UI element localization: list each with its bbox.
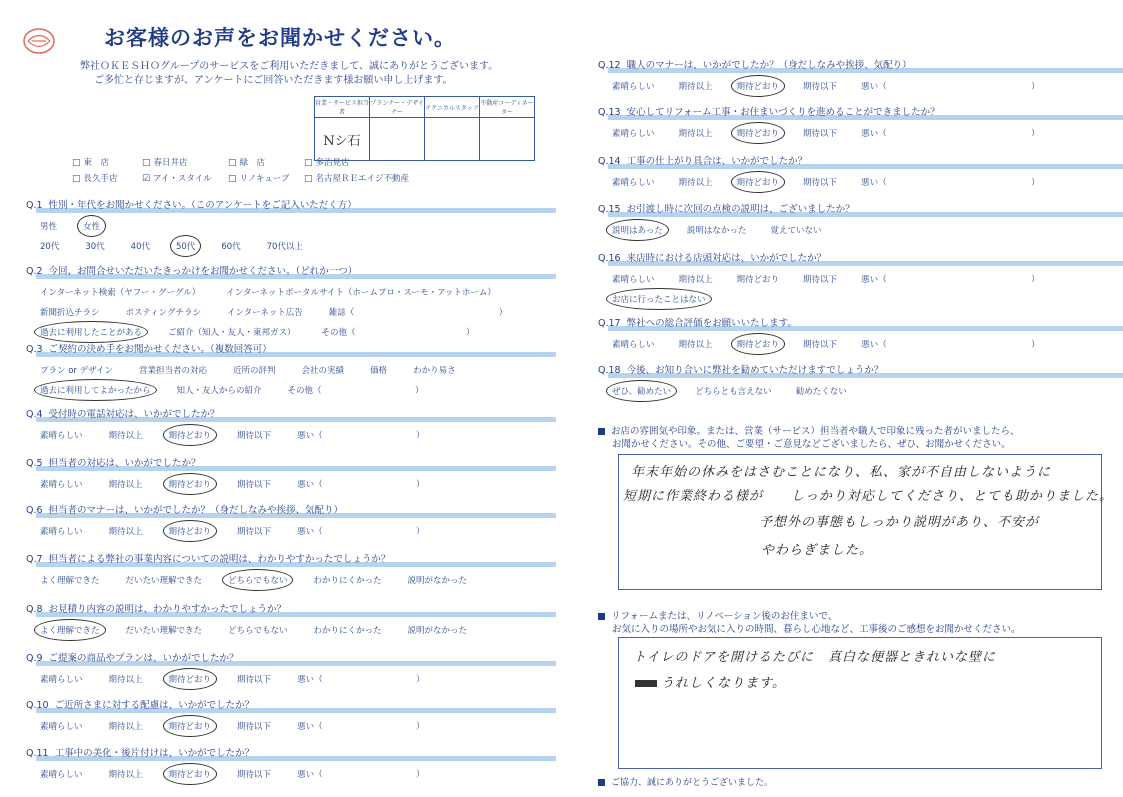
question-number: Q.17: [598, 318, 621, 329]
options-row: [26, 624, 566, 636]
question-block: [598, 57, 1123, 92]
option[interactable]: 素晴らしい: [40, 527, 83, 537]
staff-header: プランナー・デザイナー: [370, 97, 425, 118]
option-selected[interactable]: 女性: [83, 222, 101, 232]
question-heading: [598, 250, 1123, 264]
question-heading: [598, 57, 1123, 71]
option[interactable]: 新聞折込チラシ: [40, 308, 100, 318]
option[interactable]: 素晴らしい: [40, 675, 83, 685]
option[interactable]: 期待以上: [108, 480, 143, 490]
question-number: Q.6: [26, 505, 43, 516]
options-row: [598, 338, 1123, 350]
question-block: [598, 104, 1123, 139]
question-text: ご契約の決め手をお聞かせください。（複数回答可）: [48, 344, 272, 355]
option[interactable]: プラン or デザイン: [40, 366, 114, 376]
options-row: [598, 80, 1123, 92]
option-selected[interactable]: 過去に利用してよかったから: [40, 386, 151, 396]
question-heading: [26, 650, 566, 664]
option-selected[interactable]: 期待どおり: [736, 129, 780, 139]
option[interactable]: 素晴らしい: [612, 129, 655, 139]
option[interactable]: その他（ ）: [287, 386, 424, 396]
option[interactable]: 素晴らしい: [40, 770, 83, 780]
comment2-heading: リフォームまたは、リノベーション後のお住まいで、 お気に入りの場所やお気に入りの時間、暮らし心地など、工事後のご感想をお聞かせください。: [598, 610, 1021, 636]
question-text: 来店時における店頭対応は、いかがでしたか？: [626, 253, 827, 264]
question-block: [26, 341, 566, 396]
option[interactable]: 30代: [85, 242, 105, 252]
option[interactable]: 期待以上: [108, 527, 143, 537]
option[interactable]: 期待以下: [237, 722, 272, 732]
option[interactable]: 期待以上: [678, 82, 713, 92]
question-block: [598, 153, 1123, 188]
option[interactable]: 素晴らしい: [40, 480, 83, 490]
store-checkbox[interactable]: □ 春日井店: [142, 156, 228, 168]
question-heading: [26, 697, 566, 711]
question-number: Q.3: [26, 344, 43, 355]
option[interactable]: 悪い（ ）: [861, 178, 1040, 188]
option[interactable]: 期待以上: [678, 129, 713, 139]
option[interactable]: 営業担当者の対応: [139, 366, 208, 376]
option-selected[interactable]: 期待どおり: [168, 480, 212, 490]
store-checkbox[interactable]: □ 多治見店: [304, 156, 414, 168]
option[interactable]: 期待以上: [678, 178, 713, 188]
question-number: Q.14: [598, 156, 621, 167]
option[interactable]: 60代: [221, 242, 241, 252]
option[interactable]: 覚えていない: [770, 226, 822, 236]
question-heading: [26, 341, 566, 355]
question-block: [598, 362, 1123, 397]
question-block: [598, 201, 1123, 236]
options-row: [26, 574, 566, 586]
option[interactable]: 70代以上: [266, 242, 303, 252]
options-row: [26, 429, 566, 441]
option[interactable]: 悪い（ ）: [297, 722, 425, 732]
option[interactable]: 悪い（ ）: [297, 770, 425, 780]
options-row: [26, 364, 566, 376]
option[interactable]: 知人・友人からの紹介: [176, 386, 262, 396]
square-bullet-icon: [598, 779, 605, 786]
option[interactable]: 40代: [130, 242, 150, 252]
question-text: 今後、お知り合いに弊社を勧めていただけますでしょうか？: [626, 365, 884, 376]
option[interactable]: どちらとも言えない: [695, 387, 772, 397]
options-row: [598, 385, 1123, 397]
option[interactable]: 悪い（ ）: [861, 275, 1040, 285]
option-selected[interactable]: 50代: [175, 242, 196, 252]
options-row: [598, 176, 1123, 188]
question-heading: [598, 153, 1123, 167]
option-selected[interactable]: お店に行ったことはない: [612, 295, 706, 305]
options-row: [598, 127, 1123, 139]
options-row: [26, 768, 566, 780]
question-text: 工事中の美化・後片付けは、いかがでしたか？: [54, 748, 255, 759]
question-number: Q.18: [598, 365, 621, 376]
options-row: [26, 525, 566, 537]
option[interactable]: 期待以上: [108, 675, 143, 685]
staff-value[interactable]: Nシ石: [315, 118, 370, 161]
option[interactable]: 悪い（ ）: [297, 431, 425, 441]
option[interactable]: 期待以下: [803, 178, 838, 188]
question-number: Q.9: [26, 653, 43, 664]
question-block: [26, 263, 566, 338]
question-text: 担当者のマナーは、いかがでしたか？（身だしなみや挨拶、気配り）: [48, 505, 344, 516]
option[interactable]: 素晴らしい: [612, 275, 655, 285]
option[interactable]: 期待以上: [108, 722, 143, 732]
option-selected[interactable]: 期待どおり: [736, 340, 780, 350]
store-checkbox[interactable]: □ リノキューブ: [228, 172, 304, 184]
question-text: ご提案の商品やプランは、いかがでしたか？: [48, 653, 239, 664]
option[interactable]: ご紹介（知人・友人・東邦ガス）: [168, 328, 296, 338]
options-row: [26, 720, 566, 732]
option[interactable]: インターネットポータルサイト（ホームプロ・スーモ・アットホーム）: [226, 288, 496, 298]
options-row: [598, 273, 1123, 285]
option[interactable]: わかりにくかった: [313, 576, 382, 586]
question-block: [26, 650, 566, 685]
option[interactable]: 説明がなかった: [407, 626, 467, 636]
question-heading: [26, 601, 566, 615]
question-heading: [26, 745, 566, 759]
option[interactable]: 悪い（ ）: [861, 340, 1040, 350]
options-row: [26, 306, 566, 318]
question-block: [26, 406, 566, 441]
question-number: Q.5: [26, 458, 43, 469]
question-text: 受付時の電話対応は、いかがでしたか？: [48, 409, 220, 420]
option[interactable]: 素晴らしい: [40, 722, 83, 732]
option-selected[interactable]: 期待どおり: [736, 82, 780, 92]
option[interactable]: 期待以下: [803, 129, 838, 139]
question-block: [26, 697, 566, 732]
question-number: Q.10: [26, 700, 49, 711]
option[interactable]: 男性: [40, 222, 58, 232]
option[interactable]: 期待以下: [237, 675, 272, 685]
options-row: [26, 673, 566, 685]
option[interactable]: 期待以下: [803, 275, 838, 285]
square-bullet-icon: [598, 428, 605, 435]
question-number: Q.12: [598, 60, 621, 71]
option-selected[interactable]: 期待どおり: [168, 770, 212, 780]
question-heading: [26, 197, 566, 211]
scribble-mark: [635, 680, 657, 687]
option[interactable]: 説明がなかった: [407, 576, 467, 586]
options-row: [26, 326, 566, 338]
options-row: [598, 224, 1123, 236]
question-text: 担当者の対応は、いかがでしたか？: [48, 458, 201, 469]
option-selected[interactable]: 期待どおり: [736, 178, 780, 188]
question-block: [26, 745, 566, 780]
option[interactable]: 期待以下: [803, 82, 838, 92]
option[interactable]: 素晴らしい: [612, 82, 655, 92]
comment1-box[interactable]: 年末年始の休みをはさむことになり、私、家が不自由しないように 短期に作業終わる様が しっかり対応してくださり、とても助かりました。 予想外の事態もしっかり説明があり、不安が やわらぎました。: [618, 454, 1102, 590]
option-selected[interactable]: どちらでもない: [228, 576, 288, 586]
options-row: [26, 478, 566, 490]
question-block: [26, 197, 566, 252]
option[interactable]: どちらでもない: [228, 626, 288, 636]
store-checkbox[interactable]: □ 東 店: [72, 156, 142, 168]
question-text: 安心してリフォーム工事・お住まいづくりを進めることができましたか？: [626, 107, 940, 118]
question-block: [26, 601, 566, 636]
question-heading: [598, 201, 1123, 215]
option[interactable]: 期待以上: [108, 431, 143, 441]
store-checkbox[interactable]: □ 長久手店: [72, 172, 142, 184]
question-text: 今回、お問合せいただいたきっかけをお聞かせください。（どれか一つ）: [48, 266, 358, 277]
question-block: [26, 551, 566, 586]
options-row: [26, 384, 566, 396]
option[interactable]: 説明はなかった: [686, 226, 747, 236]
question-number: Q.15: [598, 204, 621, 215]
options-row: [598, 293, 1123, 305]
left-column: [26, 0, 566, 797]
option-selected[interactable]: 過去に利用したことがある: [40, 328, 143, 338]
store-checkbox[interactable]: □ 名古屋ＲＥエイジ不動産: [304, 172, 414, 184]
question-number: Q.7: [26, 554, 43, 565]
question-text: ご近所さまに対する配慮は、いかがでしたか？: [54, 700, 255, 711]
option[interactable]: インターネット検索（ヤフー・グーグル）: [40, 288, 201, 298]
question-heading: [598, 315, 1123, 329]
option[interactable]: 会社の実績: [301, 366, 345, 376]
option[interactable]: 期待以上: [678, 340, 713, 350]
option-selected[interactable]: 説明はあった: [612, 226, 663, 236]
option[interactable]: 悪い（ ）: [297, 480, 425, 490]
question-heading: [598, 104, 1123, 118]
staff-header: 不動産コーディネーター: [480, 97, 535, 118]
option-selected[interactable]: 期待どおり: [168, 675, 212, 685]
staff-header: テクニカルスタッフ: [425, 97, 480, 118]
question-heading: [26, 455, 566, 469]
option[interactable]: 期待以下: [237, 770, 272, 780]
option[interactable]: だいたい理解できた: [125, 576, 203, 586]
option[interactable]: 近所の評判: [233, 366, 276, 376]
question-number: Q.11: [26, 748, 49, 759]
question-heading: [26, 406, 566, 420]
question-block: [598, 315, 1123, 350]
option[interactable]: その他（ ）: [321, 328, 475, 338]
option[interactable]: 素晴らしい: [40, 431, 83, 441]
intro-text: 弊社ＯＫＥＳＨＯグループのサービスをご利用いただきまして、誠にありがとうございます。 ご多忙と存じますが、アンケートにご回答いただきます様お願い申し上げます。: [80, 61, 499, 86]
question-block: [26, 502, 566, 537]
options-row: [26, 240, 566, 252]
option[interactable]: 悪い（ ）: [861, 129, 1040, 139]
option[interactable]: わかりにくかった: [313, 626, 382, 636]
option[interactable]: 期待以下: [803, 340, 838, 350]
options-row: [26, 286, 566, 298]
question-number: Q.1: [26, 200, 43, 211]
option-selected[interactable]: よく理解できた: [40, 626, 100, 636]
question-block: [598, 250, 1123, 305]
staff-header: 営業・サービス担当者: [315, 97, 370, 118]
option[interactable]: 期待以下: [237, 431, 272, 441]
thanks-message: ご協力、誠にありがとうございました。: [598, 775, 773, 788]
comment1-heading: お店の雰囲気や印象。または、営業（サービス）担当者や職人で印象に残った者がいましたら、 お聞かせください。その他、ご要望・ご意見などございましたら、ぜひ、お聞かせください。: [598, 425, 1020, 451]
page-title: お客様のお声をお聞かせください。: [104, 26, 456, 50]
question-heading: [598, 362, 1123, 376]
option-selected[interactable]: ぜひ、勧めたい: [612, 387, 672, 397]
option[interactable]: 勧めたくない: [795, 387, 847, 397]
option-selected[interactable]: 期待どおり: [168, 527, 212, 537]
question-number: Q.2: [26, 266, 43, 277]
option[interactable]: ポスティングチラシ: [125, 308, 201, 318]
question-number: Q.8: [26, 604, 43, 615]
option[interactable]: 価格: [370, 366, 388, 376]
option[interactable]: 期待以上: [108, 770, 143, 780]
option[interactable]: わかり易さ: [413, 366, 456, 376]
right-column: [598, 0, 1114, 797]
square-bullet-icon: [598, 613, 605, 620]
question-text: 担当者による弊社の事業内容についての説明は、わかりやすかったでしょうか？: [48, 554, 391, 565]
option[interactable]: 悪い（ ）: [861, 82, 1040, 92]
question-text: お引渡し時に次回の点検の説明は、ございましたか？: [626, 204, 855, 215]
option[interactable]: よく理解できた: [40, 576, 100, 586]
question-number: Q.13: [598, 107, 621, 118]
option[interactable]: 期待以下: [237, 527, 272, 537]
option[interactable]: 悪い（ ）: [297, 527, 425, 537]
question-text: 職人のマナーは、いかがでしたか？（身だしなみや挨拶、気配り）: [626, 60, 912, 71]
question-text: 性別・年代をお聞かせください。（このアンケートをご記入いただく方）: [48, 200, 357, 211]
option[interactable]: 期待以下: [237, 480, 272, 490]
question-heading: [26, 263, 566, 277]
option[interactable]: 悪い（ ）: [297, 675, 425, 685]
question-block: [26, 455, 566, 490]
option[interactable]: 20代: [40, 242, 60, 252]
options-row: [26, 220, 566, 232]
question-text: お見積り内容の説明は、わかりやすかったでしょうか？: [48, 604, 287, 615]
option[interactable]: 素晴らしい: [612, 178, 655, 188]
option[interactable]: 期待どおり: [736, 275, 780, 285]
question-heading: [26, 551, 566, 565]
option-selected[interactable]: 期待どおり: [168, 722, 212, 732]
option[interactable]: 雑誌（ ）: [328, 308, 508, 318]
question-heading: [26, 502, 566, 516]
question-number: Q.4: [26, 409, 43, 420]
question-text: 工事の仕上がり具合は、いかがでしたか？: [626, 156, 808, 167]
option[interactable]: だいたい理解できた: [125, 626, 203, 636]
option[interactable]: 素晴らしい: [612, 340, 655, 350]
question-number: Q.16: [598, 253, 621, 264]
question-text: 弊社への総合評価をお願いいたします。: [626, 318, 797, 329]
comment2-box[interactable]: トイレのドアを開けるたびに 真白な便器ときれいな壁に うれしくなります。: [618, 637, 1102, 769]
option-selected[interactable]: 期待どおり: [168, 431, 212, 441]
store-checkbox[interactable]: ☑ アイ・スタイル: [142, 172, 228, 184]
store-checkbox[interactable]: □ 緑 店: [228, 156, 304, 168]
option[interactable]: 期待以上: [678, 275, 713, 285]
option[interactable]: インターネット広告: [227, 308, 303, 318]
